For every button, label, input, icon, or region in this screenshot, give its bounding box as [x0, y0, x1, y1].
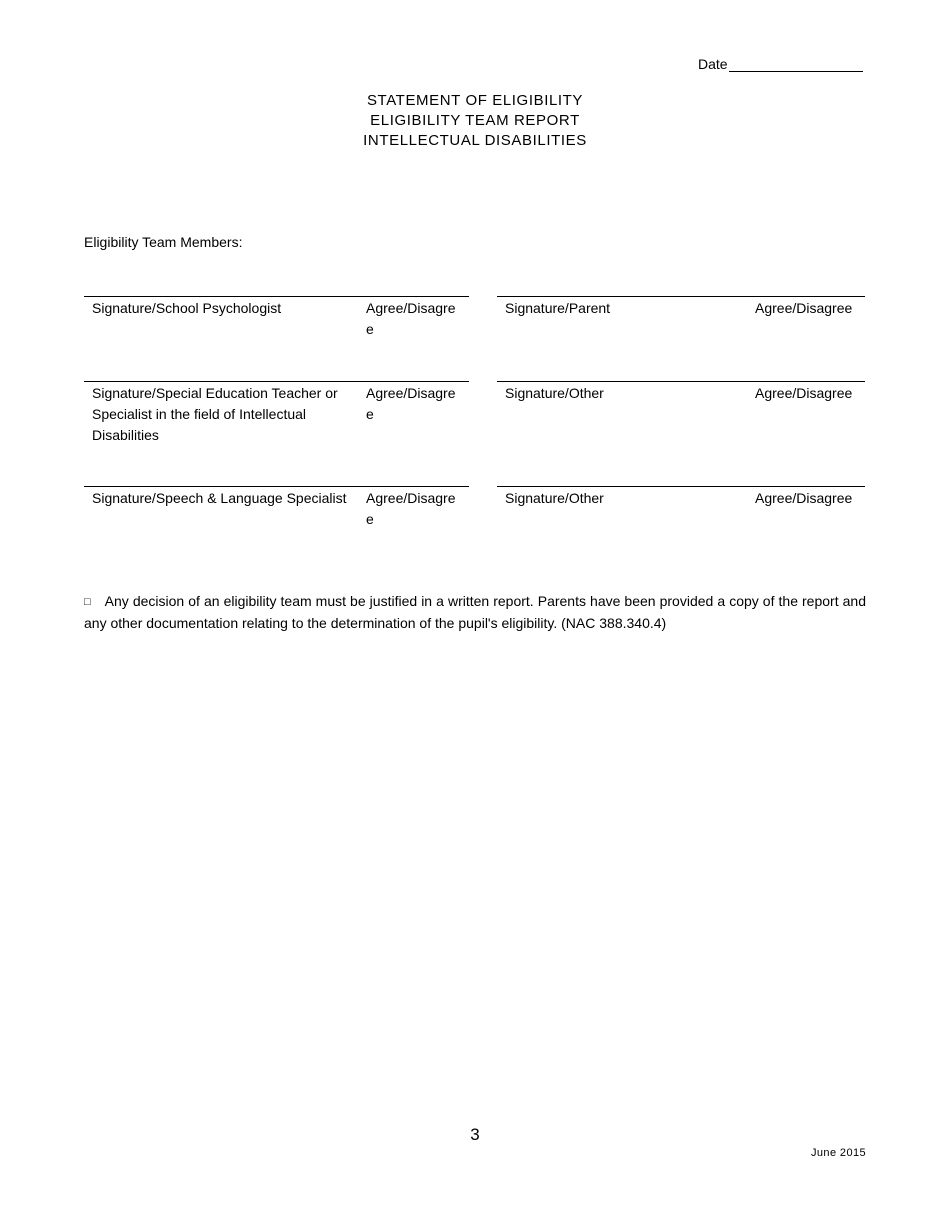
title-line-3: INTELLECTUAL DISABILITIES [363, 132, 587, 149]
signature-speech-language-specialist[interactable] [84, 486, 469, 556]
signature-other-2[interactable] [497, 486, 865, 556]
signature-label: Signature/School Psychologist [92, 300, 282, 316]
agree-disagree-label: Agree/Disagree [755, 490, 853, 506]
eligibility-note [84, 591, 866, 634]
date-label: Date [698, 56, 728, 72]
team-members-label: Eligibility Team Members: [84, 234, 243, 250]
signature-label: Signature/Parent [505, 300, 611, 316]
agree-disagree-label: Agree/Disagree [366, 490, 456, 527]
agree-disagree-label: Agree/Disagree [366, 385, 456, 422]
title-line-2: ELIGIBILITY TEAM REPORT [370, 112, 580, 129]
note-text: Any decision of an eligibility team must be justified in a written report. Parents have been provided a copy of the report and any other documentation relating to the determination of the pupil's eligibility. (NAC 388.340.4) [84, 593, 866, 631]
footer-date: June 2015 [811, 1147, 866, 1159]
document-title [0, 91, 950, 151]
checkbox-icon[interactable]: □ [84, 596, 91, 608]
signature-school-psychologist[interactable] [84, 296, 469, 366]
signature-label: Signature/Other [505, 490, 604, 506]
agree-disagree-label: Agree/Disagree [366, 300, 456, 337]
page-number: 3 [470, 1125, 480, 1144]
signature-special-education-teacher[interactable] [84, 381, 469, 471]
agree-disagree-label: Agree/Disagree [755, 385, 853, 401]
agree-disagree-label: Agree/Disagree [755, 300, 853, 316]
signature-label: Signature/Speech & Language Specialist [92, 490, 347, 506]
signature-other-1[interactable] [497, 381, 865, 471]
signature-label: Signature/Other [505, 385, 604, 401]
date-field [698, 55, 863, 72]
title-line-1: STATEMENT OF ELIGIBILITY [366, 92, 584, 109]
date-blank-line[interactable] [729, 55, 863, 72]
signature-label: Signature/Special Education Teacher or Specialist in the field of Intellectual Disabilities [92, 385, 338, 443]
signature-parent[interactable] [497, 296, 865, 366]
